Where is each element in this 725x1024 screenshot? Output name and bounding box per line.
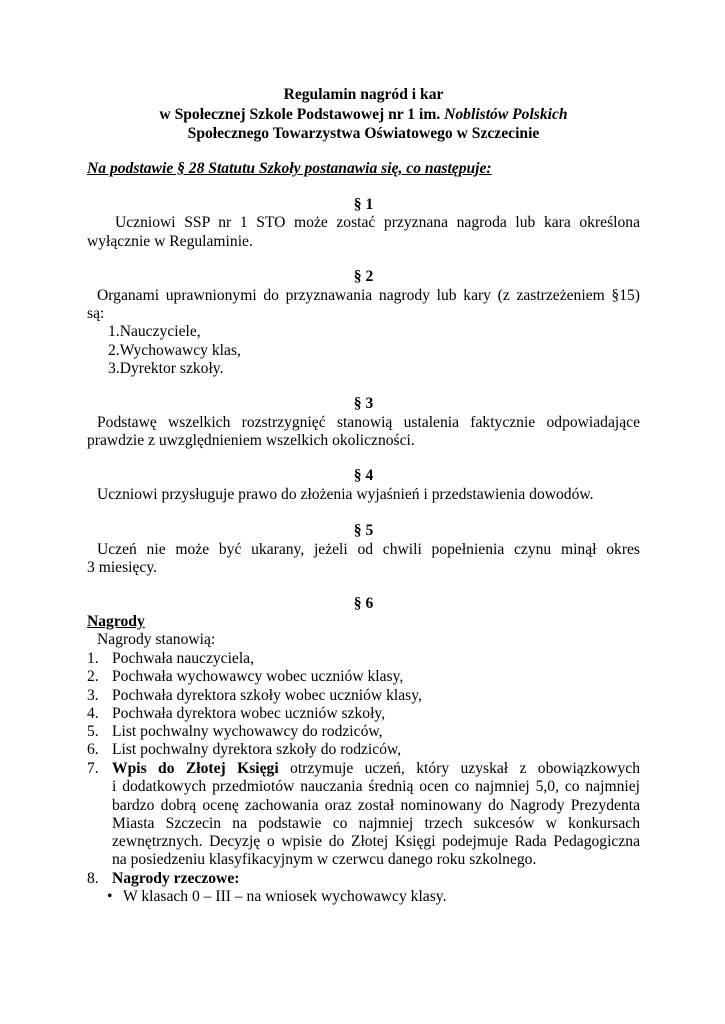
- bullet-icon: •: [107, 888, 113, 905]
- list-item-text: Pochwała nauczyciela,: [112, 650, 255, 667]
- list-item-7-line-4: Miasta Szczecin na podstawie co najmniej trzech sukcesów w konkursach: [112, 815, 640, 832]
- list-item: [108, 342, 241, 361]
- golden-book-line-1-text: otrzymuje uczeń, który uzyskał z obowiązkowych: [278, 760, 640, 777]
- list-item-7-line-2: i dodatkowych przedmiotów nauczania średnią ocen co najmniej 5,0, co najmniej: [112, 778, 640, 795]
- section-5-heading: § 5: [353, 522, 374, 539]
- section-1-text-line-1: Uczniowi SSP nr 1 STO może zostać przyznana nagroda lub kara określona: [115, 214, 640, 231]
- title-line-2: [87, 106, 640, 125]
- list-item-number: 3.: [87, 687, 99, 704]
- title-line-2-text: w Społecznej Szkole Podstawowej nr 1 im.: [159, 106, 445, 123]
- list-item-text: Pochwała dyrektora szkoły wobec uczniów klasy,: [112, 687, 422, 704]
- list-item-text: Nauczyciele,: [119, 323, 201, 340]
- section-1-heading: § 1: [353, 196, 374, 213]
- list-item-number: 3.: [108, 360, 120, 377]
- list-item-7-line-5: zewnętrznych. Decyzję o wpisie do Złotej Księgi podejmuje Rada Pedagogiczna: [112, 833, 640, 850]
- section-2-heading: § 2: [353, 268, 374, 285]
- list-item-text: Wychowawcy klas,: [119, 342, 241, 359]
- list-item-7-line-6: na posiedzeniu klasyfikacyjnym w czerwcu danego roku szkolnego.: [112, 851, 537, 868]
- section-3-heading: § 3: [353, 395, 374, 412]
- list-item-number: 6.: [87, 741, 99, 758]
- section-1-text-line-2: wyłącznie w Regulaminie.: [87, 233, 253, 250]
- golden-book-label: Wpis do Złotej Księgi: [112, 760, 279, 777]
- list-item-number: 2.: [87, 668, 99, 685]
- list-item-number: 1.: [87, 650, 99, 667]
- list-item: [108, 360, 224, 379]
- list-item-7-line-1: [112, 760, 640, 779]
- section-5-text-line-2: 3 miesięcy.: [87, 559, 158, 576]
- list-item-text: Pochwała dyrektora wobec uczniów szkoły,: [112, 705, 386, 722]
- intro-line: Na podstawie § 28 Statutu Szkoły postanawia się, co następuje:: [87, 160, 492, 177]
- section-3-text-line-1: Podstawę wszelkich rozstrzygnięć stanowią ustalenia faktycznie odpowiadające: [97, 414, 640, 431]
- list-item-number: 8.: [87, 870, 99, 887]
- list-item-text: List pochwalny dyrektora szkoły do rodziców,: [112, 741, 402, 758]
- section-6-subheading: Nagrody: [87, 613, 145, 630]
- list-item: [108, 323, 201, 342]
- section-4-heading: § 4: [353, 467, 374, 484]
- section-2-text-line-1: Organami uprawnionymi do przyznawania nagrody lub kary (z zastrzeżeniem §15): [97, 287, 640, 304]
- section-4-text-line-1: Uczniowi przysługuje prawo do złożenia wyjaśnień i przedstawienia dowodów.: [97, 486, 594, 503]
- title-line-2-italic: Noblistów Polskich: [444, 106, 568, 123]
- list-item-number: 5.: [87, 723, 99, 740]
- list-item-7-line-3: bardzo dobrą ocenę zachowania oraz został nominowany do Nagrody Prezydenta: [112, 797, 640, 814]
- list-item-number: 4.: [87, 705, 99, 722]
- title-line-1: Regulamin nagród i kar: [283, 86, 444, 103]
- list-item-text: Dyrektor szkoły.: [119, 360, 224, 377]
- material-rewards-label: Nagrody rzeczowe:: [112, 870, 240, 887]
- section-6-heading: § 6: [353, 595, 374, 612]
- list-item-number: 2.: [108, 342, 120, 359]
- sublist-item-text: W klasach 0 – III – na wniosek wychowawcy klasy.: [123, 888, 447, 905]
- section-3-text-line-2: prawdzie z uwzględnieniem wszelkich okoliczności.: [87, 432, 415, 449]
- list-item-number: 7.: [87, 760, 99, 777]
- title-line-3: Społecznego Towarzystwa Oświatowego w Szczecinie: [187, 125, 540, 142]
- list-item-number: 1.: [108, 323, 120, 340]
- list-item-text: List pochwalny wychowawcy do rodziców,: [112, 723, 383, 740]
- list-item-text: Pochwała wychowawcy wobec uczniów klasy,: [112, 668, 404, 685]
- section-2-text-line-2: są:: [87, 305, 105, 322]
- section-5-text-line-1: Uczeń nie może być ukarany, jeżeli od chwili popełnienia czynu minął okres: [97, 541, 640, 558]
- section-6-lead: Nagrody stanowią:: [97, 631, 216, 648]
